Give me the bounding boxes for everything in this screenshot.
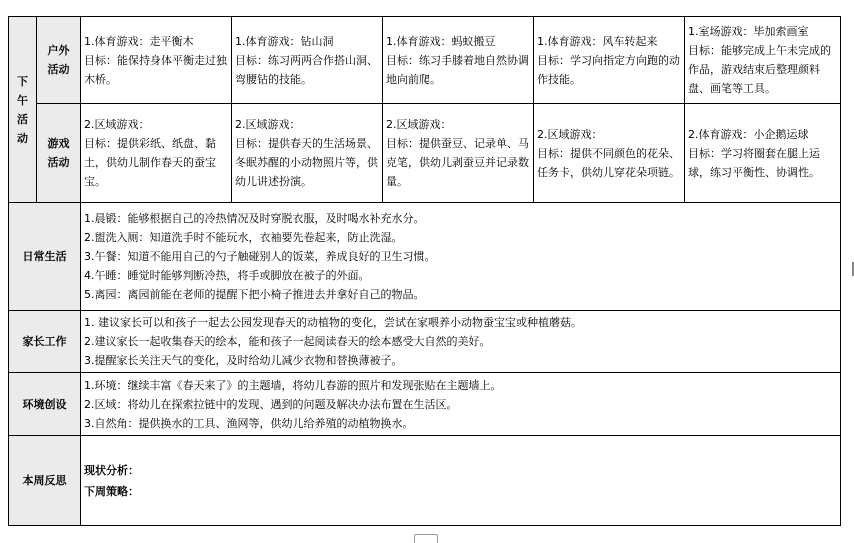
game-cell-thu: 2.区域游戏： 目标：提供不同颜色的花朵、任务卡，供幼儿穿花朵项链。 [534,104,685,203]
parent-work-row [9,311,841,373]
game-cell-mon: 2.区域游戏： 目标：提供彩纸、纸盘、黏土，供幼儿制作春天的蚕宝宝。 [81,104,232,203]
daily-life-row [9,203,841,311]
reflection-label: 本周反思 [9,436,81,526]
game-activity-row [9,104,841,203]
afternoon-label: 下 午 活 动 [9,17,37,203]
parent-item: 3.提醒家长关注天气的变化，及时给幼儿减少衣物和替换薄被子。 [84,354,403,367]
outdoor-cell-thu: 1.体育游戏：风车转起来 目标：学习向指定方向跑的动作技能。 [534,17,685,104]
analysis-label: 现状分析： [84,463,139,477]
daily-item: 2.盥洗入厕：知道洗手时不能玩水，衣袖要先卷起来，防止洗湿。 [84,231,403,244]
strategy-label: 下周策略： [84,484,139,498]
game-cell-fri: 2.体育游戏：小企鹅运球 目标：学习将圈套在腿上运球，练习平衡性、协调性。 [685,104,841,203]
daily-life-label: 日常生活 [9,203,81,311]
environment-item: 2.区域：将幼儿在探索拉链中的发现、遇到的问题及解决办法布置在生活区。 [84,397,458,411]
weekly-plan-table [8,16,841,526]
scroll-handle[interactable] [414,534,438,543]
outdoor-activity-label: 户外 活动 [37,17,81,104]
reflection-row [9,436,841,526]
daily-item: 5.离园：离园前能在老师的提醒下把小椅子推进去并拿好自己的物品。 [84,288,425,301]
daily-item: 4.午睡：睡觉时能够判断冷热，将手或脚放在被子的外面。 [84,269,370,282]
environment-label: 环境创设 [9,373,81,436]
parent-item: 2.建议家长一起收集春天的绘本，能和孩子一起阅读春天的绘本感受大自然的美好。 [84,335,491,348]
environment-row [9,373,841,436]
game-cell-tue: 2.区域游戏： 目标：提供春天的生活场景、冬眠苏醒的小动物照片等，供幼儿讲述扮演。 [232,104,383,203]
outdoor-cell-mon: 1.体育游戏：走平衡木 目标：能保持身体平衡走过独木桥。 [81,17,232,104]
daily-item: 3.午餐：知道不能用自己的勺子触碰别人的饭菜，养成良好的卫生习惯。 [84,250,436,263]
outdoor-cell-tue: 1.体育游戏：钻山洞 目标：练习两两合作搭山洞、弯腰钻的技能。 [232,17,383,104]
parent-work-label: 家长工作 [9,311,81,373]
outdoor-activity-row [9,17,841,104]
outdoor-cell-fri: 1.室场游戏：毕加索画室 目标：能够完成上午未完成的作品，游戏结束后整理颜料盘、画笔等工具。 [685,17,841,104]
parent-item: 1. 建议家长可以和孩子一起去公园发现春天的动植物的变化，尝试在家喂养小动物蚕宝宝或种植蘑菇。 [84,316,582,329]
environment-item: 3.自然角：提供换水的工具、渔网等，供幼儿给养殖的动植物换水。 [84,416,414,430]
outdoor-cell-wed: 1.体育游戏：蚂蚁搬豆 目标：练习手膝着地自然协调地向前爬。 [383,17,534,104]
game-activity-label: 游戏 活动 [37,104,81,203]
daily-life-content [81,203,841,311]
daily-item: 1.晨锻：能够根据自己的冷热情况及时穿脱衣服，及时喝水补充水分。 [84,212,425,225]
environment-content [81,373,841,436]
reflection-content [81,436,841,526]
environment-item: 1.环境：继续丰富《春天来了》的主题墙，将幼儿春游的照片和发现张贴在主题墙上。 [84,378,502,392]
game-cell-wed: 2.区域游戏： 目标：提供蚕豆、记录单、马克笔，供幼儿剥蚕豆并记录数量。 [383,104,534,203]
parent-work-content [81,311,841,373]
